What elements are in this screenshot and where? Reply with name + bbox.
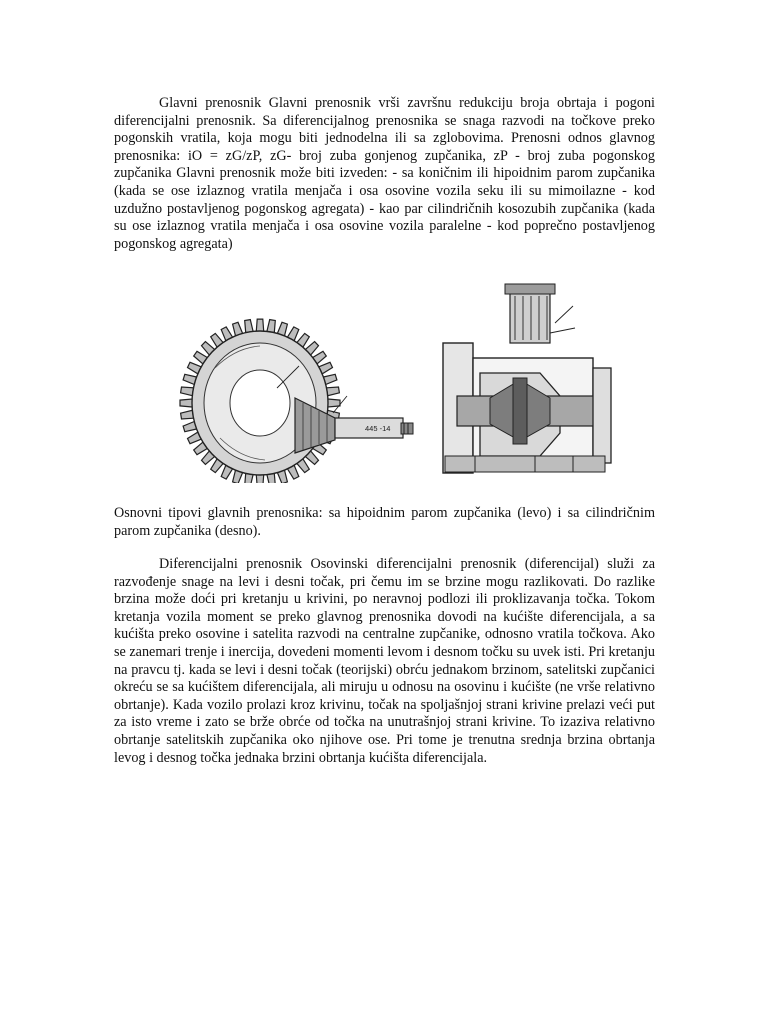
gear-tooth bbox=[256, 319, 263, 331]
gear-tooth bbox=[180, 399, 192, 407]
gear-figure bbox=[175, 278, 615, 483]
gear-tooth bbox=[327, 387, 340, 396]
gear-drawings bbox=[175, 278, 615, 483]
gear-tooth bbox=[256, 475, 263, 483]
gear-tooth bbox=[181, 410, 194, 419]
hypoid-gear-drawing bbox=[180, 319, 413, 483]
figure-caption: Osnovni tipovi glavnih prenosnika: sa hipoidnim parom zupčanika (levo) i sa cilindričnim parom zupčanika (desno). bbox=[114, 505, 655, 539]
paragraph-main-gear: Glavni prenosnik Glavni prenosnik vrši završnu redukciju broja obrtaja i pogoni diferencijalni prenosnik. Sa diferencijalnog prenosnika se snaga razvodi na točkove preko pogonskih vratila, koja mogu biti jednodelna ili sa zglobovima. Prenosni odnos glavnog prenosnika: iO = zG/zP, zG- broj zuba gonjenog zupčanika, zP - broj zuba pogonskog zupčanika Glavni prenosnik može biti izveden: - sa koničnim ili hipoidnim parom zupčanika (kada se ose izlaznog vratila menjača i osa osovine vozila seku ili su mimoilazne - kod uzdužno postavljenog pogonskog agregata) - kao par cilindričnih kosozubih zupčanika (kada su ose izlaznog vratila menjača i osa osovine vozila paralelne - kod poprečno postavljenog pogonskog agregata) bbox=[114, 95, 655, 252]
differential-section-drawing bbox=[443, 284, 611, 473]
gear-tooth bbox=[181, 387, 194, 396]
gear-tooth bbox=[267, 320, 275, 333]
gear-tooth bbox=[245, 320, 253, 333]
pinion-part-label: 445 -14 bbox=[365, 424, 391, 433]
paragraph-differential: Diferencijalni prenosnik Osovinski diferencijalni prenosnik (diferencijal) služi za razvođenje snage na levi i desni točak, pri čemu im se brzine mogu razlikovati. Do razlike brzina može doći pri kretanju u krivini, po neravnoj podlozi ili proklizavanja točka. Tokom kretanja vozila moment se preko glavnog prenosnika dovodi na kućište diferencijala, a sa kućišta preko osovine i satelita razvodi na centralne zupčanike, odnosno vratila točkova. Ako se zanemari trenje i inercija, dovedeni momenti levom i desnom točku su uvek isti. Pri kretanju na pravcu tj. kada se levi i desni točak (teorijski) obrću jednakom brzinom, satelitski zupčanici okreću se sa kućištem diferencijala, ali miruju u odnosu na osovinu i kućište (ne vrše relativno obrtanje). Kada vozilo prolazi kroz krivinu, točak na spoljašnjoj strani krivine prelazi veći put za isto vreme i zato se brže obrće od točka na unutrašnjoj strani krivine. To izaziva relativno obrtanje satelitskih zupčanika oko njihove ose. Pri tome je trenutna srednja brzina obrtanja levog i desnog točka jednaka brzini obrtanja kućišta diferencijala. bbox=[114, 556, 655, 766]
gear-tooth bbox=[328, 399, 340, 407]
